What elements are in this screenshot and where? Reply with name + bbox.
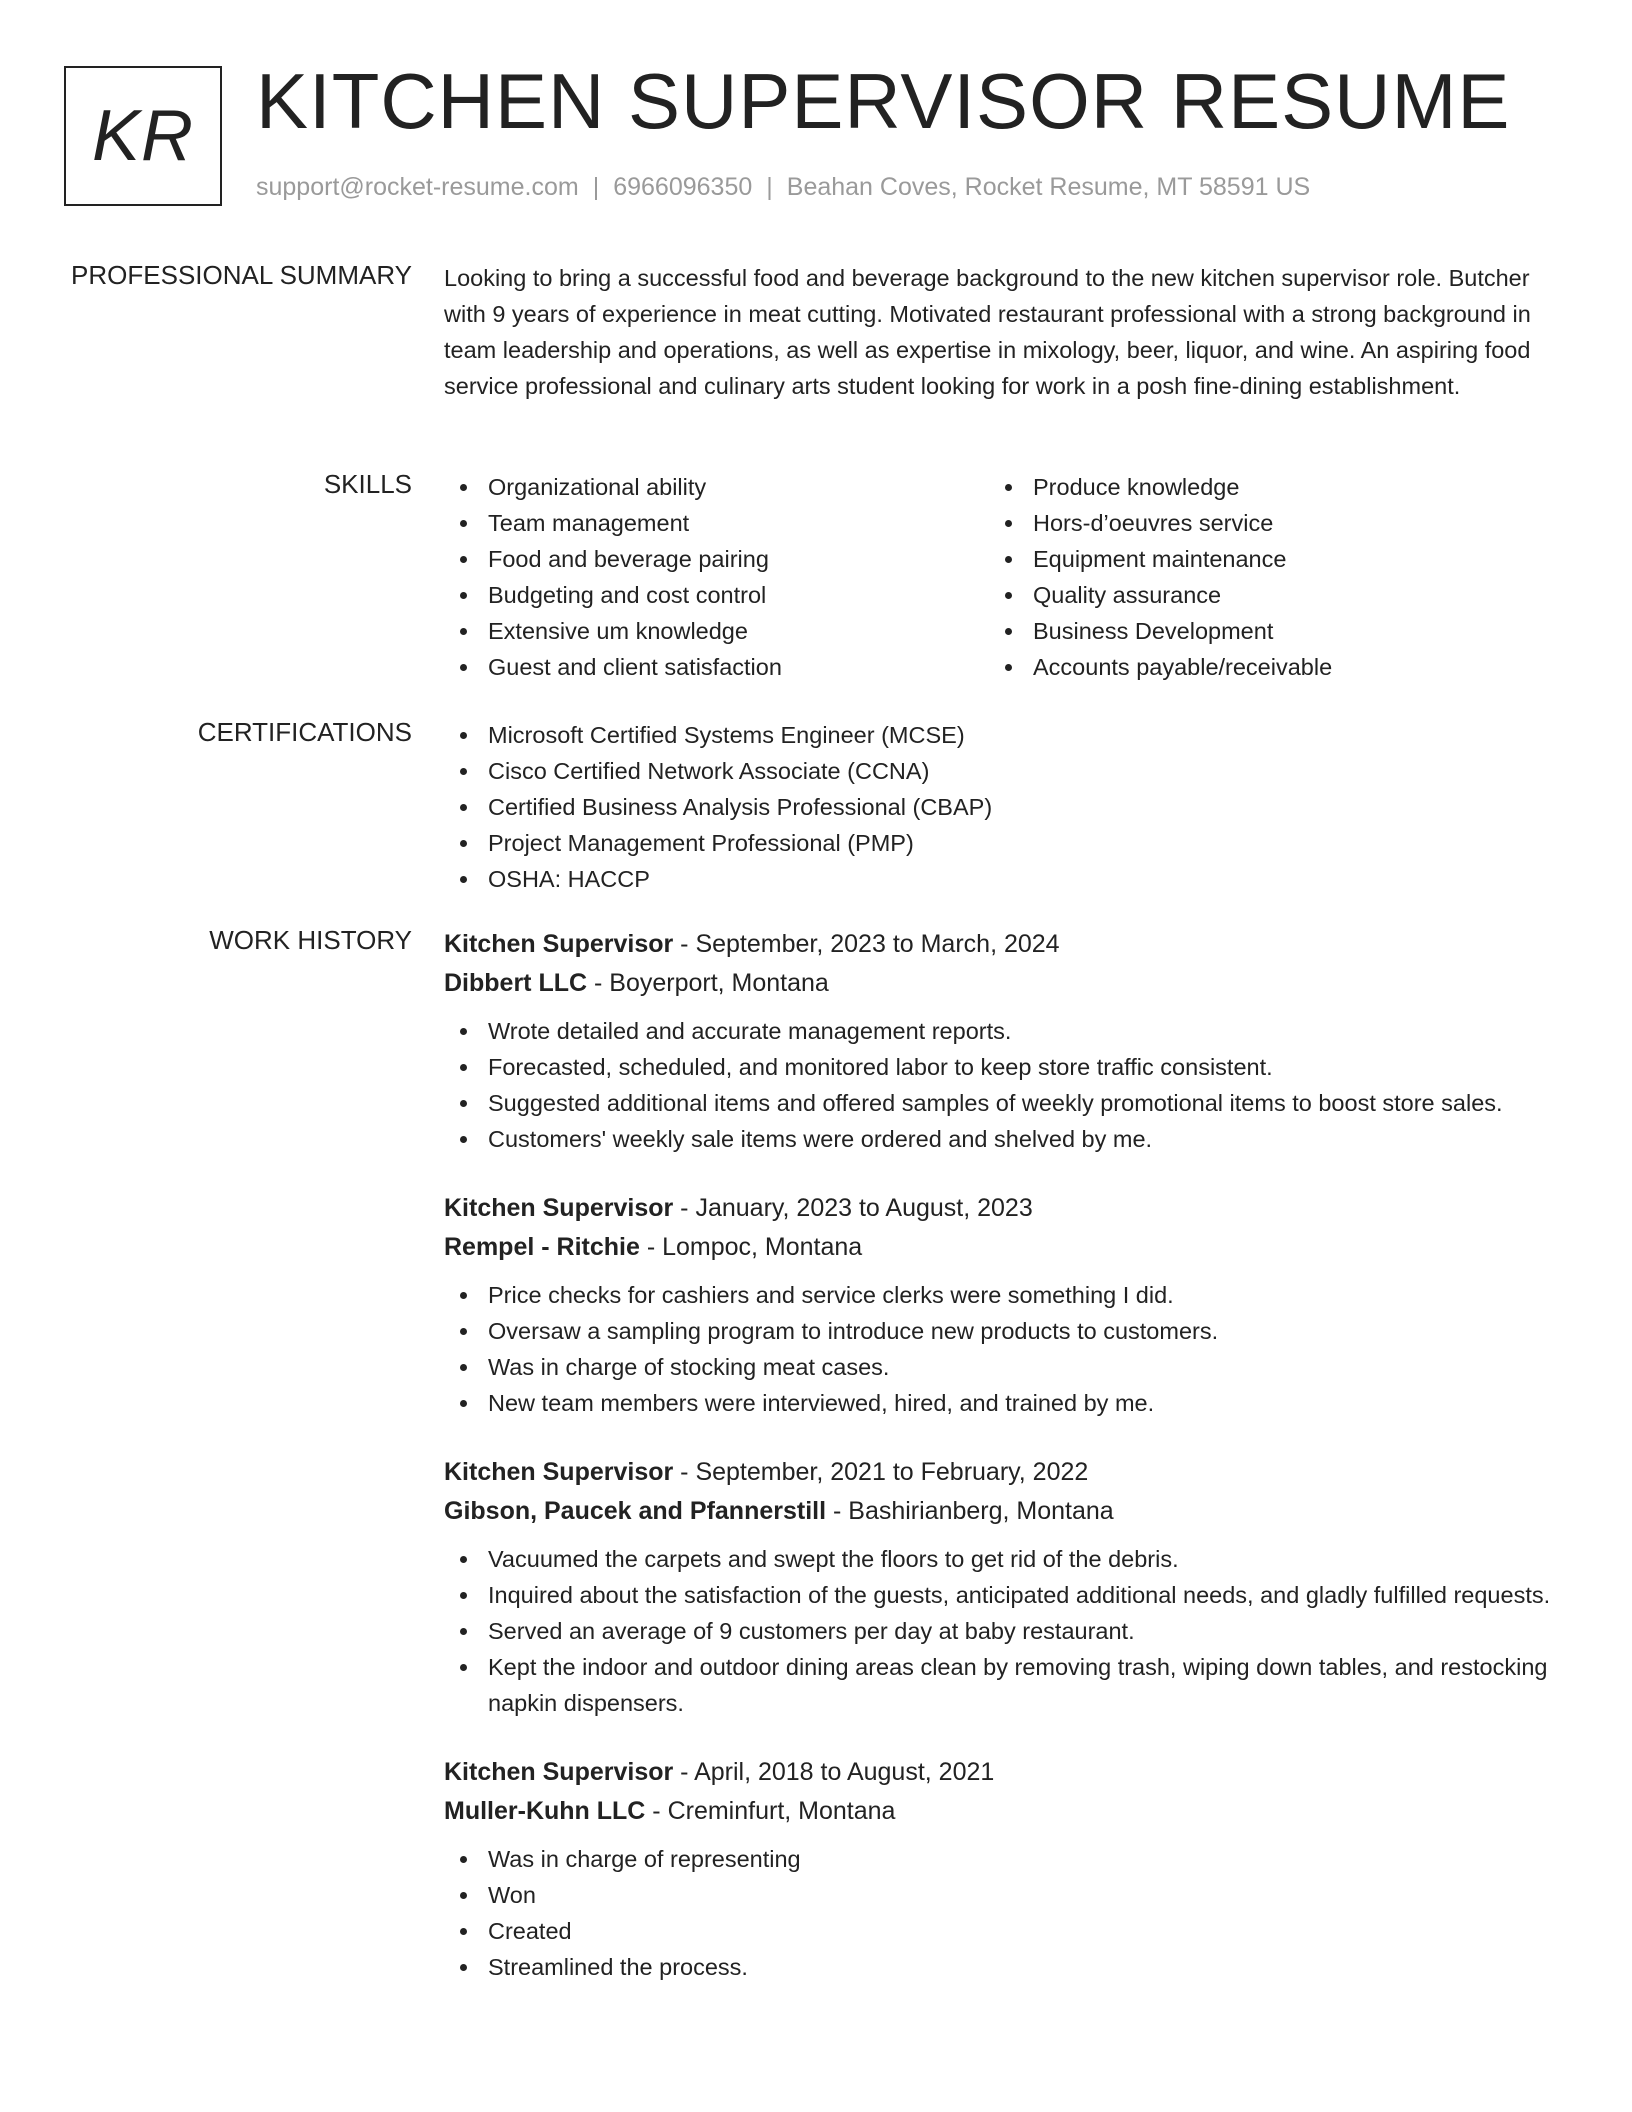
job-duty: Was in charge of stocking meat cases.	[444, 1349, 1554, 1385]
summary-body	[444, 260, 1554, 404]
job-duty: New team members were interviewed, hired, and trained by me.	[444, 1385, 1554, 1421]
job-entry	[444, 1189, 1554, 1421]
skills-body	[444, 469, 1554, 685]
certification-item: Cisco Certified Network Associate (CCNA)	[444, 753, 1554, 789]
job-duty: Served an average of 9 customers per day at baby restaurant.	[444, 1613, 1554, 1649]
skill-item: Budgeting and cost control	[444, 577, 989, 613]
skill-item: Extensive um knowledge	[444, 613, 989, 649]
job-duties	[444, 1541, 1554, 1721]
contact-separator: |	[766, 173, 773, 201]
skills-list-left	[444, 469, 989, 685]
contact-email[interactable]: support@rocket-resume.com	[256, 173, 579, 201]
job-duty: Won	[444, 1877, 1554, 1913]
contact-phone[interactable]: 6966096350	[613, 173, 753, 201]
job-duty: Kept the indoor and outdoor dining areas clean by removing trash, wiping down tables, and restocking napkin dispensers.	[444, 1649, 1554, 1721]
job-duty: Suggested additional items and offered samples of weekly promotional items to boost store sales.	[444, 1085, 1554, 1121]
job-location: - Boyerport, Montana	[587, 969, 829, 997]
certification-item: Microsoft Certified Systems Engineer (MCSE)	[444, 717, 1554, 753]
job-duty: Price checks for cashiers and service clerks were something I did.	[444, 1277, 1554, 1313]
job-title-line	[444, 1453, 1554, 1492]
job-dates: - January, 2023 to August, 2023	[673, 1194, 1033, 1222]
summary-text: Looking to bring a successful food and beverage background to the new kitchen supervisor role. Butcher with 9 years of experience in meat cutting. Motivated restaurant professional with a strong background in team leadership and operations, as well as expertise in mixology, beer, liquor, and wine. An aspiring food service professional and culinary arts student looking for work in a posh fine-dining establishment.	[444, 265, 1531, 399]
job-duty: Was in charge of representing	[444, 1841, 1554, 1877]
certification-item: Project Management Professional (PMP)	[444, 825, 1554, 861]
skill-item: Organizational ability	[444, 469, 989, 505]
certification-item: Certified Business Analysis Professional (CBAP)	[444, 789, 1554, 825]
work-history-heading: WORK HISTORY	[209, 925, 412, 955]
contact-separator: |	[592, 173, 600, 201]
monogram-box	[64, 66, 222, 206]
job-duty: Customers' weekly sale items were ordered and shelved by me.	[444, 1121, 1554, 1157]
job-duties	[444, 1841, 1554, 1985]
job-location: - Bashirianberg, Montana	[826, 1497, 1114, 1525]
skill-item: Hors-d’oeuvres service	[989, 505, 1534, 541]
job-entry	[444, 1753, 1554, 1985]
job-dates: - September, 2023 to March, 2024	[673, 930, 1060, 958]
job-title-line	[444, 1189, 1554, 1228]
job-entry	[444, 1453, 1554, 1721]
monogram-initials: KR	[91, 96, 195, 176]
job-title: Kitchen Supervisor	[444, 1758, 674, 1786]
job-title: Kitchen Supervisor	[444, 930, 674, 958]
page-title: KITCHEN SUPERVISOR RESUME	[256, 57, 1511, 145]
certification-item: OSHA: HACCP	[444, 861, 1554, 897]
skills-list-right	[989, 469, 1534, 685]
job-duty: Vacuumed the carpets and swept the floors to get rid of the debris.	[444, 1541, 1554, 1577]
skill-item: Quality assurance	[989, 577, 1534, 613]
skill-item: Guest and client satisfaction	[444, 649, 989, 685]
job-location: - Creminfurt, Montana	[645, 1797, 896, 1825]
job-company: Muller-Kuhn LLC	[444, 1797, 646, 1825]
job-duty: Oversaw a sampling program to introduce new products to customers.	[444, 1313, 1554, 1349]
job-company-line	[444, 964, 1554, 1003]
job-title-line	[444, 925, 1554, 964]
job-company-line	[444, 1792, 1554, 1831]
job-location: - Lompoc, Montana	[639, 1233, 863, 1261]
summary-heading: PROFESSIONAL SUMMARY	[71, 260, 412, 290]
skills-heading: SKILLS	[323, 469, 412, 499]
skill-item: Business Development	[989, 613, 1534, 649]
skill-item: Team management	[444, 505, 989, 541]
job-entry	[444, 925, 1554, 1157]
job-duties	[444, 1013, 1554, 1157]
job-company: Dibbert LLC	[444, 969, 588, 997]
job-title: Kitchen Supervisor	[444, 1458, 674, 1486]
job-company-line	[444, 1228, 1554, 1267]
certifications-heading: CERTIFICATIONS	[197, 717, 412, 747]
skill-item: Equipment maintenance	[989, 541, 1534, 577]
job-duty: Forecasted, scheduled, and monitored labor to keep store traffic consistent.	[444, 1049, 1554, 1085]
job-dates: - April, 2018 to August, 2021	[673, 1758, 995, 1786]
contact-line	[256, 173, 1310, 202]
job-title: Kitchen Supervisor	[444, 1194, 674, 1222]
skill-item: Accounts payable/receivable	[989, 649, 1534, 685]
job-duty: Inquired about the satisfaction of the guests, anticipated additional needs, and gladly fulfilled requests.	[444, 1577, 1554, 1613]
job-dates: - September, 2021 to February, 2022	[673, 1458, 1089, 1486]
job-duty: Streamlined the process.	[444, 1949, 1554, 1985]
job-company: Rempel - Ritchie	[444, 1233, 640, 1261]
certifications-body	[444, 717, 1554, 897]
job-duty: Created	[444, 1913, 1554, 1949]
contact-address: Beahan Coves, Rocket Resume, MT 58591 US	[786, 173, 1311, 201]
job-duty: Wrote detailed and accurate management reports.	[444, 1013, 1554, 1049]
skill-item: Food and beverage pairing	[444, 541, 989, 577]
job-duties	[444, 1277, 1554, 1421]
skill-item: Produce knowledge	[989, 469, 1534, 505]
certifications-list	[444, 717, 1554, 897]
job-company: Gibson, Paucek and Pfannerstill	[444, 1497, 827, 1525]
job-company-line	[444, 1492, 1554, 1531]
work-history-body	[444, 925, 1554, 2017]
job-title-line	[444, 1753, 1554, 1792]
